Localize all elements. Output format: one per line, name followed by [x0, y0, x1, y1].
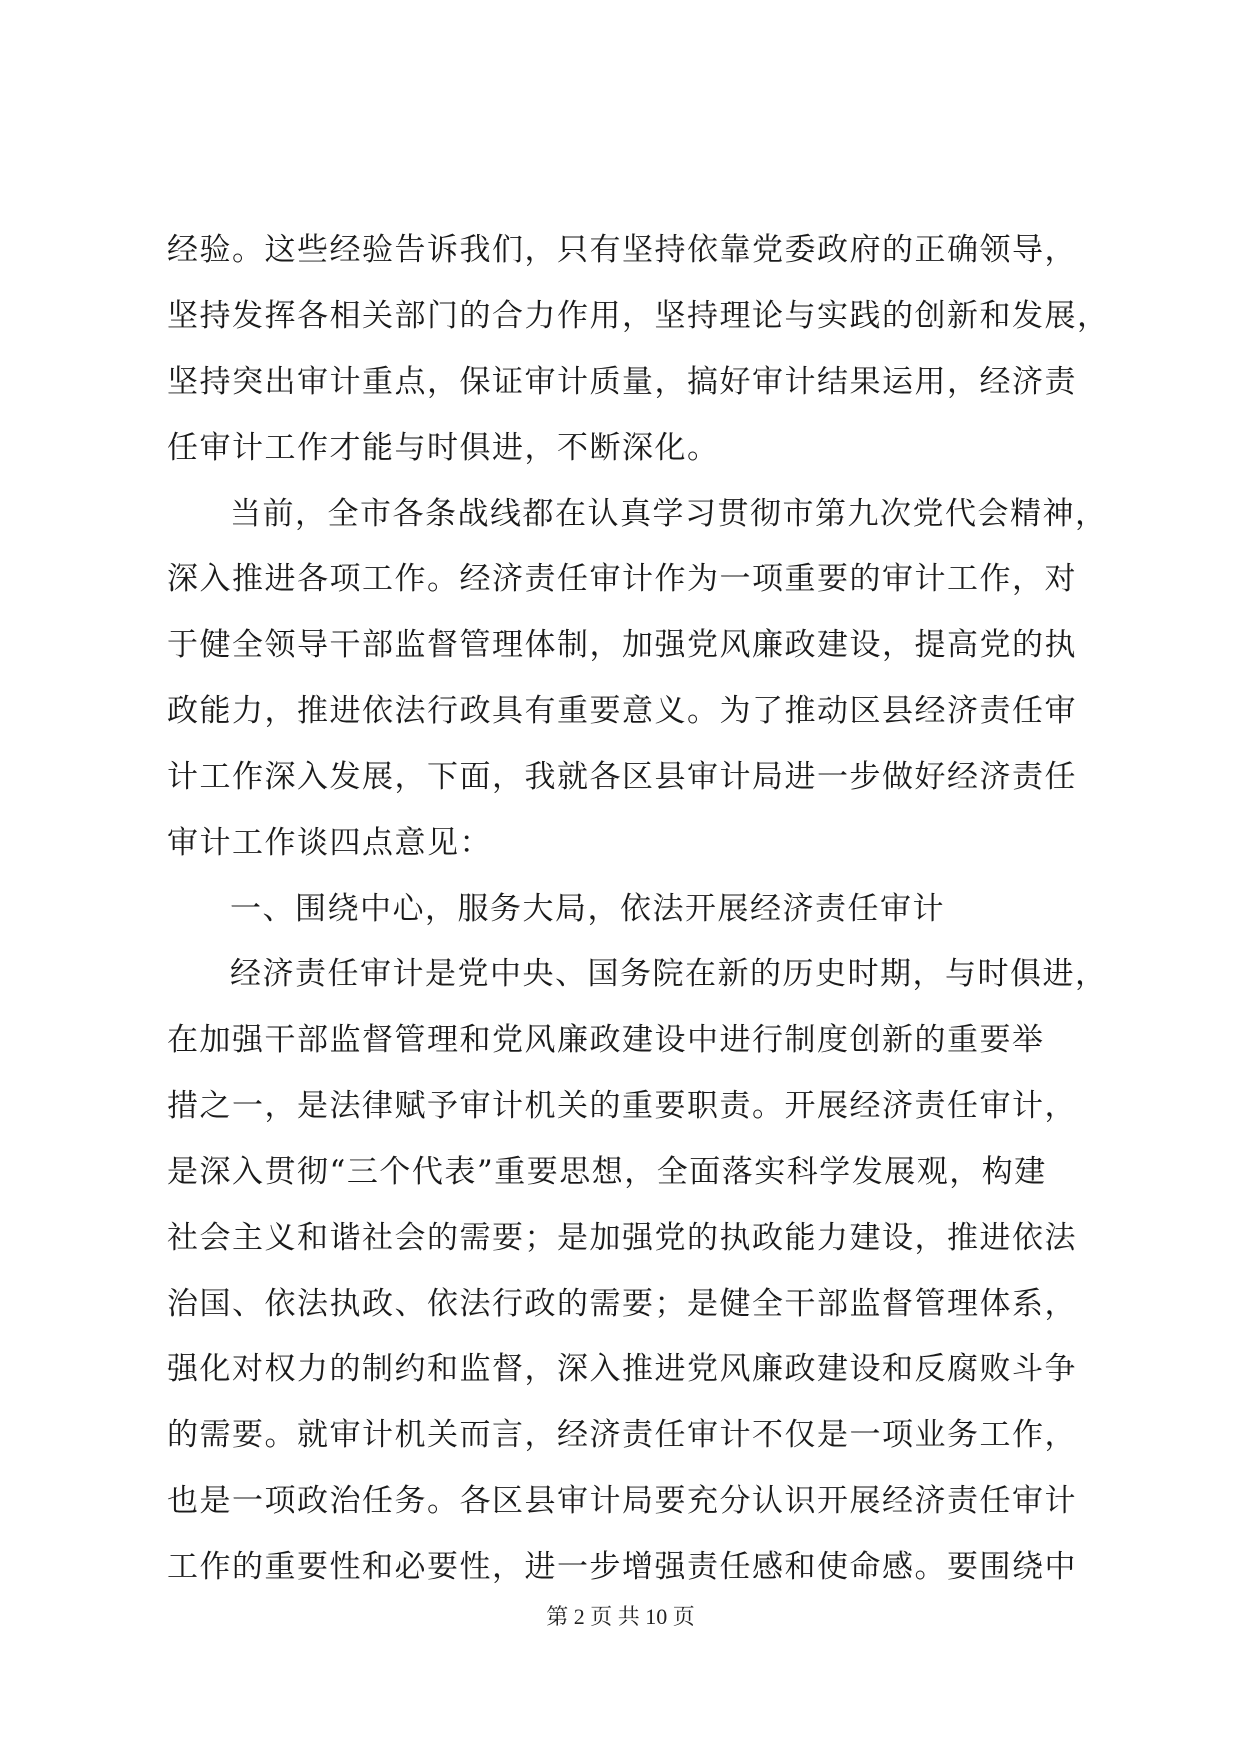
paragraph-line: 任审计工作才能与时俱进，不断深化。	[167, 430, 720, 466]
paragraph-line: 的需要。就审计机关而言，经济责任审计不仅是一项业务工作，	[167, 1417, 1077, 1453]
paragraph-line: 经济责任审计是党中央、国务院在新的历史时期，与时俱进，	[230, 956, 1108, 992]
paragraph-line: 社会主义和谐社会的需要；是加强党的执政能力建设，推进依法	[167, 1220, 1077, 1256]
paragraph-line: 于健全领导干部监督管理体制，加强党风廉政建设，提高党的执	[167, 627, 1077, 663]
page-number-footer: 第 2 页 共 10 页	[546, 1604, 695, 1629]
paragraph-line: 治国、依法执政、依法行政的需要；是健全干部监督管理体系，	[167, 1286, 1077, 1322]
paragraph-line: 在加强干部监督管理和党风廉政建设中进行制度创新的重要举	[167, 1022, 1045, 1058]
paragraph-line: 政能力，推进依法行政具有重要意义。为了推动区县经济责任审	[167, 693, 1077, 729]
paragraph-line: 是深入贯彻“三个代表”重要思想，全面落实科学发展观，构建	[167, 1154, 1047, 1190]
paragraph-line: 深入推进各项工作。经济责任审计作为一项重要的审计工作，对	[167, 561, 1077, 597]
paragraph-line: 经验。这些经验告诉我们，只有坚持依靠党委政府的正确领导，	[167, 232, 1077, 268]
paragraph-line: 坚持发挥各相关部门的合力作用，坚持理论与实践的创新和发展，	[167, 298, 1110, 334]
section-heading: 一、围绕中心，服务大局，依法开展经济责任审计	[230, 891, 945, 927]
paragraph-line: 工作的重要性和必要性，进一步增强责任感和使命感。要围绕中	[167, 1549, 1077, 1585]
paragraph-line: 强化对权力的制约和监督，深入推进党风廉政建设和反腐败斗争	[167, 1351, 1077, 1387]
paragraph-line: 措之一，是法律赋予审计机关的重要职责。开展经济责任审计，	[167, 1088, 1077, 1124]
paragraph-line: 坚持突出审计重点，保证审计质量，搞好审计结果运用，经济责	[167, 364, 1077, 400]
paragraph-line: 也是一项政治任务。各区县审计局要充分认识开展经济责任审计	[167, 1483, 1077, 1519]
paragraph-line: 计工作深入发展，下面，我就各区县审计局进一步做好经济责任	[167, 759, 1077, 795]
paragraph-line: 当前，全市各条战线都在认真学习贯彻市第九次党代会精神，	[230, 496, 1108, 532]
paragraph-line: 审计工作谈四点意见：	[167, 825, 492, 861]
